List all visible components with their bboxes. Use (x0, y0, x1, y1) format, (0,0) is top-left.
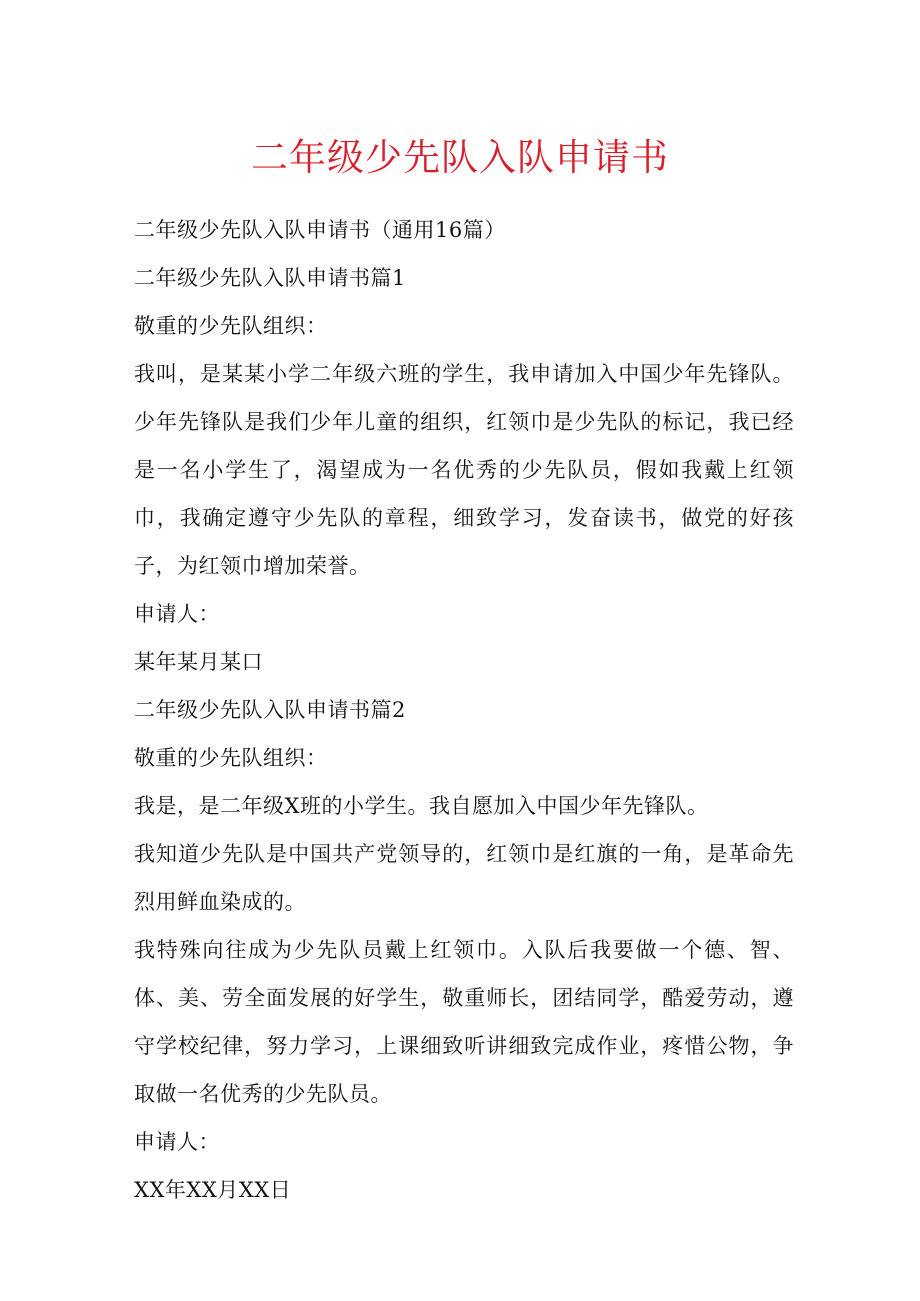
section-heading-1: 二年级少先队入队申请书篇1 (134, 266, 406, 290)
date-line-2: XX年XX月XX日 (134, 1178, 292, 1202)
document-body (134, 206, 794, 1214)
document-title: 二年级少先队入队申请书 (251, 136, 669, 179)
salutation-1: 敬重的少先队组织： (134, 314, 328, 338)
body-paragraph-2: 我是，是二年级X班的小学生。我自愿加入中国少年先锋队。 (134, 794, 709, 818)
salutation-2: 敬重的少先队组织： (134, 746, 328, 770)
applicant-label-1: 申请人： (134, 602, 220, 626)
subtitle-line: 二年级少先队入队申请书（通用16篇） (134, 218, 506, 242)
section-heading-2: 二年级少先队入队申请书篇2 (134, 698, 406, 722)
date-line-1: 某年某月某口 (134, 650, 263, 674)
applicant-label-2: 申请人： (134, 1130, 220, 1154)
body-paragraph-4: 我特殊向往成为少先队员戴上红领巾。入队后我要做一个德、智、体、美、劳全面发展的好学生，敬重师长，团结同学，酷爱劳动，遵守学校纪律，努力学习，上课细致听讲细致完成作业，疼惜公物，争取做一名优秀的少先队员。 (134, 938, 794, 1106)
body-paragraph-3: 我知道少先队是中国共产党领导的，红领巾是红旗的一角，是革命先烈用鲜血染成的。 (134, 842, 794, 914)
body-paragraph-1: 我叫，是某某小学二年级六班的学生，我申请加入中国少年先锋队。少年先锋队是我们少年儿童的组织，红领巾是少先队的标记，我已经是一名小学生了，渴望成为一名优秀的少先队员，假如我戴上红领巾，我确定遵守少先队的章程，细致学习，发奋读书，做党的好孩子，为红领巾增加荣誉。 (134, 362, 794, 578)
